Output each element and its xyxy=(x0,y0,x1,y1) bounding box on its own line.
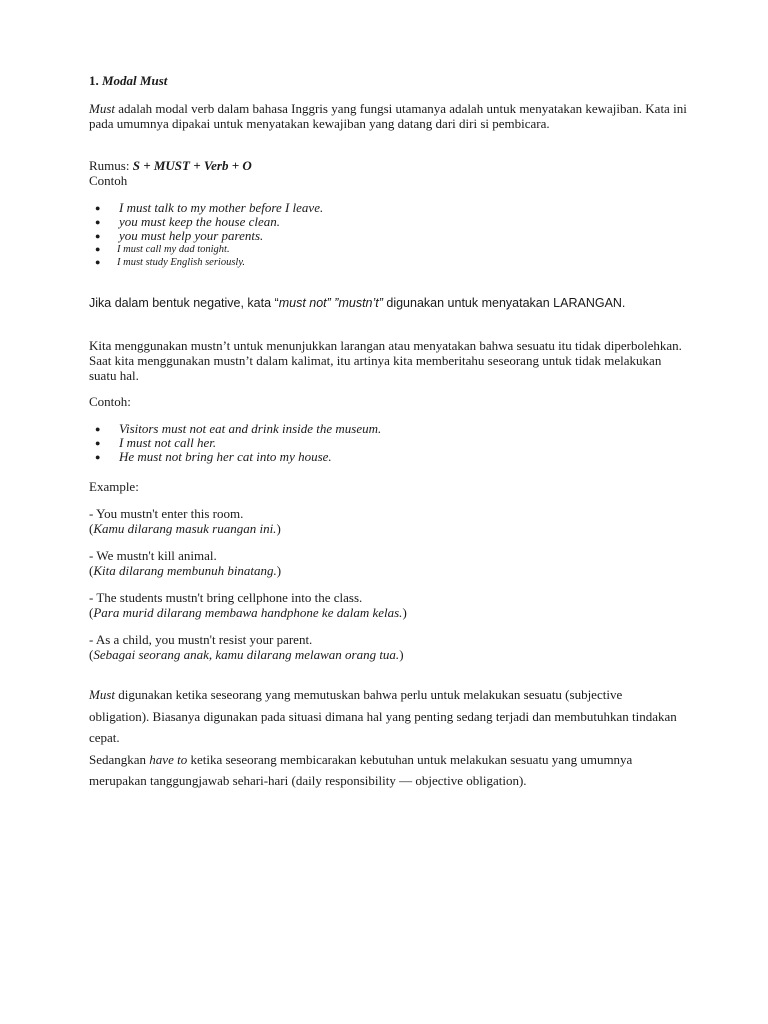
example-translation: (Kamu dilarang masuk ruangan ini.) xyxy=(89,521,281,536)
mustnt-paragraph: Kita menggunakan mustn’t untuk menunjukkan larangan atau menyatakan bahwa sesuatu itu tidak diperbolehkan. Saat kita menggunakan mustn’t dalam kalimat, itu artinya kita memberitahu seseorang untuk tidak melakukan suatu hal. xyxy=(89,338,682,383)
haveto-paragraph: Sedangkan have to ketika seseorang membicarakan kebutuhan untuk melakukan sesuatu yang umumnya merupakan tanggungjawab sehari-hari (daily responsibility — objective obligation). xyxy=(89,751,633,788)
heading-title: Modal Must xyxy=(102,73,168,88)
bullet-icon: ● xyxy=(95,424,101,434)
example-english: - We mustn't kill animal. xyxy=(89,548,217,563)
intro-lead: Must xyxy=(89,101,115,116)
rumus-formula: S + MUST + Verb + O xyxy=(132,158,252,173)
example-pair xyxy=(89,632,689,662)
example-pair xyxy=(89,548,689,578)
rumus-line xyxy=(89,158,689,173)
list-item: ● He must not bring her cat into my house. xyxy=(95,449,332,464)
example-english: - You mustn't enter this room. xyxy=(89,506,244,521)
intro-text: adalah modal verb dalam bahasa Inggris yang fungsi utamanya adalah untuk menyatakan kewajiban. Kata ini pada umumnya dipakai untuk menyatakan kewajiban yang datang dari diri si pembicara. xyxy=(89,101,687,131)
example-pair xyxy=(89,506,689,536)
negative-paragraph: Jika dalam bentuk negative, kata “must not” ”mustn’t” digunakan untuk menyatakan LARANGAN. xyxy=(89,296,626,310)
example-translation: (Para murid dilarang membawa handphone ke dalam kelas.) xyxy=(89,605,407,620)
bullet-icon: ● xyxy=(95,203,101,213)
bullet-icon: ● xyxy=(95,452,101,462)
list-item: ● I must not call her. xyxy=(95,435,217,450)
bullet-icon: ● xyxy=(95,257,101,267)
example-label: Example: xyxy=(89,479,139,494)
list-item: ● I must call my dad tonight. xyxy=(95,244,230,255)
intro-paragraph xyxy=(89,101,689,131)
list-item: ● I must study English seriously. xyxy=(95,257,246,268)
closing-section xyxy=(89,684,679,792)
heading-number: 1. xyxy=(89,73,99,88)
list-item: ● Visitors must not eat and drink inside the museum. xyxy=(95,421,382,436)
bullet-icon: ● xyxy=(95,231,101,241)
example-english: - As a child, you mustn't resist your parent. xyxy=(89,632,313,647)
contoh2-label: Contoh: xyxy=(89,394,131,409)
example-english: - The students mustn't bring cellphone into the class. xyxy=(89,590,363,605)
must-paragraph: Must digunakan ketika seseorang yang memutuskan bahwa perlu untuk melakukan sesuatu (subjective obligation). Biasanya digunakan pada situasi dimana hal yang penting sedang terjadi dan membutuhkan tindakan cepat. xyxy=(89,687,677,745)
section-heading xyxy=(89,73,689,88)
example-translation: (Kita dilarang membunuh binatang.) xyxy=(89,563,282,578)
list-item: ● you must help your parents. xyxy=(95,228,264,243)
list-item: ● I must talk to my mother before I leave. xyxy=(95,200,324,215)
contoh-label: Contoh xyxy=(89,173,128,188)
list-item: ● you must keep the house clean. xyxy=(95,214,281,229)
mustnt-examples-list xyxy=(89,422,689,464)
bullet-icon: ● xyxy=(95,244,101,254)
bullet-icon: ● xyxy=(95,438,101,448)
example-translation: (Sebagai seorang anak, kamu dilarang melawan orang tua.) xyxy=(89,647,404,662)
must-examples-list xyxy=(89,201,689,269)
example-pair xyxy=(89,590,689,620)
bullet-icon: ● xyxy=(95,217,101,227)
rumus-label: Rumus: xyxy=(89,158,130,173)
